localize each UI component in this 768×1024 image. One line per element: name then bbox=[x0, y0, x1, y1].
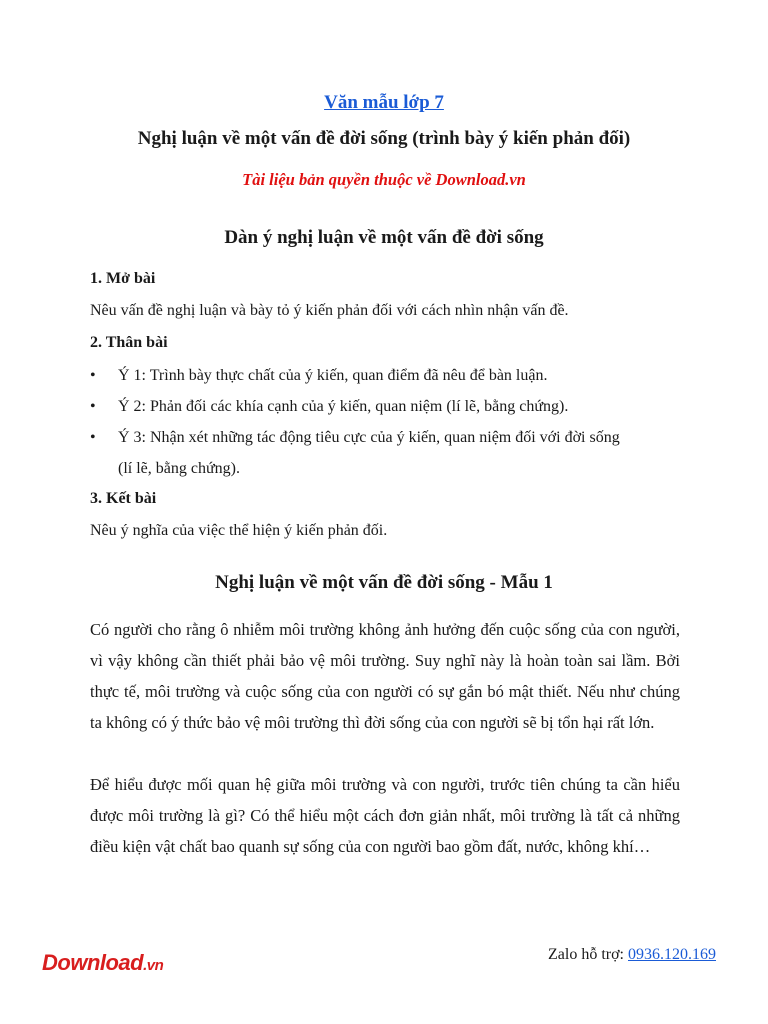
body-title: 2. Thân bài bbox=[90, 334, 168, 351]
sample-heading: Nghị luận về một vấn đề đời sống - Mẫu 1 bbox=[215, 572, 553, 593]
sample-paragraph-1: Có người cho rằng ô nhiễm môi trường không ảnh hưởng đến cuộc sống của con người, vì vậy không cần thiết phải bảo vệ môi trường. Suy nghĩ này là hoàn toàn sai lầm. Bởi thực tế, môi trường và cuộc sống của con người có sự gắn bó mật thiết. Nếu như chúng ta không có ý thức bảo vệ môi trường thì đời sống của con người sẽ bị tổn hại rất lớn. bbox=[90, 620, 680, 732]
bullet-continuation: (lí lẽ, bằng chứng). bbox=[118, 460, 240, 477]
copyright-notice: Tài liệu bản quyền thuộc về Download.vn bbox=[242, 170, 526, 189]
intro-title: 1. Mở bài bbox=[90, 270, 156, 287]
download-logo[interactable] bbox=[42, 950, 163, 976]
bullet-text: Ý 1: Trình bày thực chất của ý kiến, quan điểm đã nêu để bàn luận. bbox=[118, 367, 548, 384]
logo-suffix-text: .vn bbox=[143, 957, 164, 974]
intro-text: Nêu vấn đề nghị luận và bày tỏ ý kiến phản đối với cách nhìn nhận vấn đề. bbox=[90, 302, 569, 319]
zalo-support bbox=[548, 946, 716, 964]
bullet-text: Ý 3: Nhận xét những tác động tiêu cực của ý kiến, quan niệm đối với đời sống bbox=[118, 429, 620, 446]
zalo-phone-link[interactable]: 0936.120.169 bbox=[628, 946, 716, 963]
bullet-icon: • bbox=[90, 398, 96, 415]
bullet-icon: • bbox=[90, 429, 96, 446]
sample-paragraph-2: Để hiểu được mối quan hệ giữa môi trường và con người, trước tiên chúng ta cần hiểu được môi trường là gì? Có thể hiểu một cách đơn giản nhất, môi trường là tất cả những điều kiện vật chất bao quanh sự sống của con người bao gồm đất, nước, không khí… bbox=[90, 775, 680, 856]
document-title: Nghị luận về một vấn đề đời sống (trình bày ý kiến phản đối) bbox=[137, 128, 631, 149]
conclusion-title: 3. Kết bài bbox=[90, 490, 157, 507]
bullet-text: Ý 2: Phản đối các khía cạnh của ý kiến, quan niệm (lí lẽ, bằng chứng). bbox=[118, 398, 569, 415]
link-title[interactable]: Văn mẫu lớp 7 bbox=[324, 92, 444, 113]
conclusion-text: Nêu ý nghĩa của việc thể hiện ý kiến phản đối. bbox=[90, 522, 388, 539]
outline-heading: Dàn ý nghị luận về một vấn đề đời sống bbox=[224, 227, 544, 248]
bullet-icon: • bbox=[90, 367, 96, 384]
zalo-label: Zalo hỗ trợ: bbox=[548, 946, 624, 963]
logo-main-text: Download bbox=[42, 950, 144, 975]
